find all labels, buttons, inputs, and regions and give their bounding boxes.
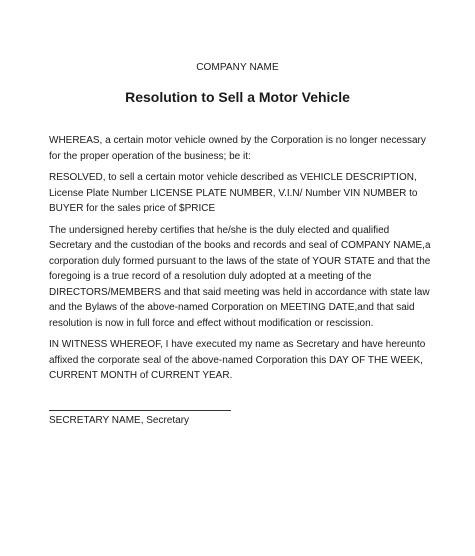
company-name: COMPANY NAME <box>196 62 279 73</box>
paragraph-resolved: RESOLVED, to sell a certain motor vehicle described as VEHICLE DESCRIPTION, License Plate Number LICENSE PLATE NUMBER, V.I.N/ Number VIN NUMBER to BUYER for the sales price of $PRICE <box>49 172 418 214</box>
paragraph-witness: IN WITNESS WHEREOF, I have executed my name as Secretary and have hereunto affixed the corporate seal of the above-named Corporation this DAY OF THE WEEK, CURRENT MONTH of CURRENT YEAR. <box>49 339 426 381</box>
signature-label: SECRETARY NAME, Secretary <box>49 415 190 426</box>
paragraph-whereas: WHEREAS, a certain motor vehicle owned by the Corporation is no longer necessary for the proper operation of the business; be it: <box>49 135 426 162</box>
signature-line <box>49 410 231 411</box>
paragraph-certification: The undersigned hereby certifies that he/she is the duly elected and qualified Secretary and the custodian of the books and records and seal of COMPANY NAME,a corporation duly formed pursuant to the laws of the state of YOUR STATE and that the foregoing is a true record of a resolution duly adopted at a meeting of the DIRECTORS/MEMBERS and that said meeting was held in accordance with state law and the Bylaws of the above-named Corporation on MEETING DATE,and that said resolution is now in full force and effect without modification or rescission. <box>49 224 431 329</box>
document-title: Resolution to Sell a Motor Vehicle <box>125 89 350 105</box>
document-body <box>49 133 434 390</box>
